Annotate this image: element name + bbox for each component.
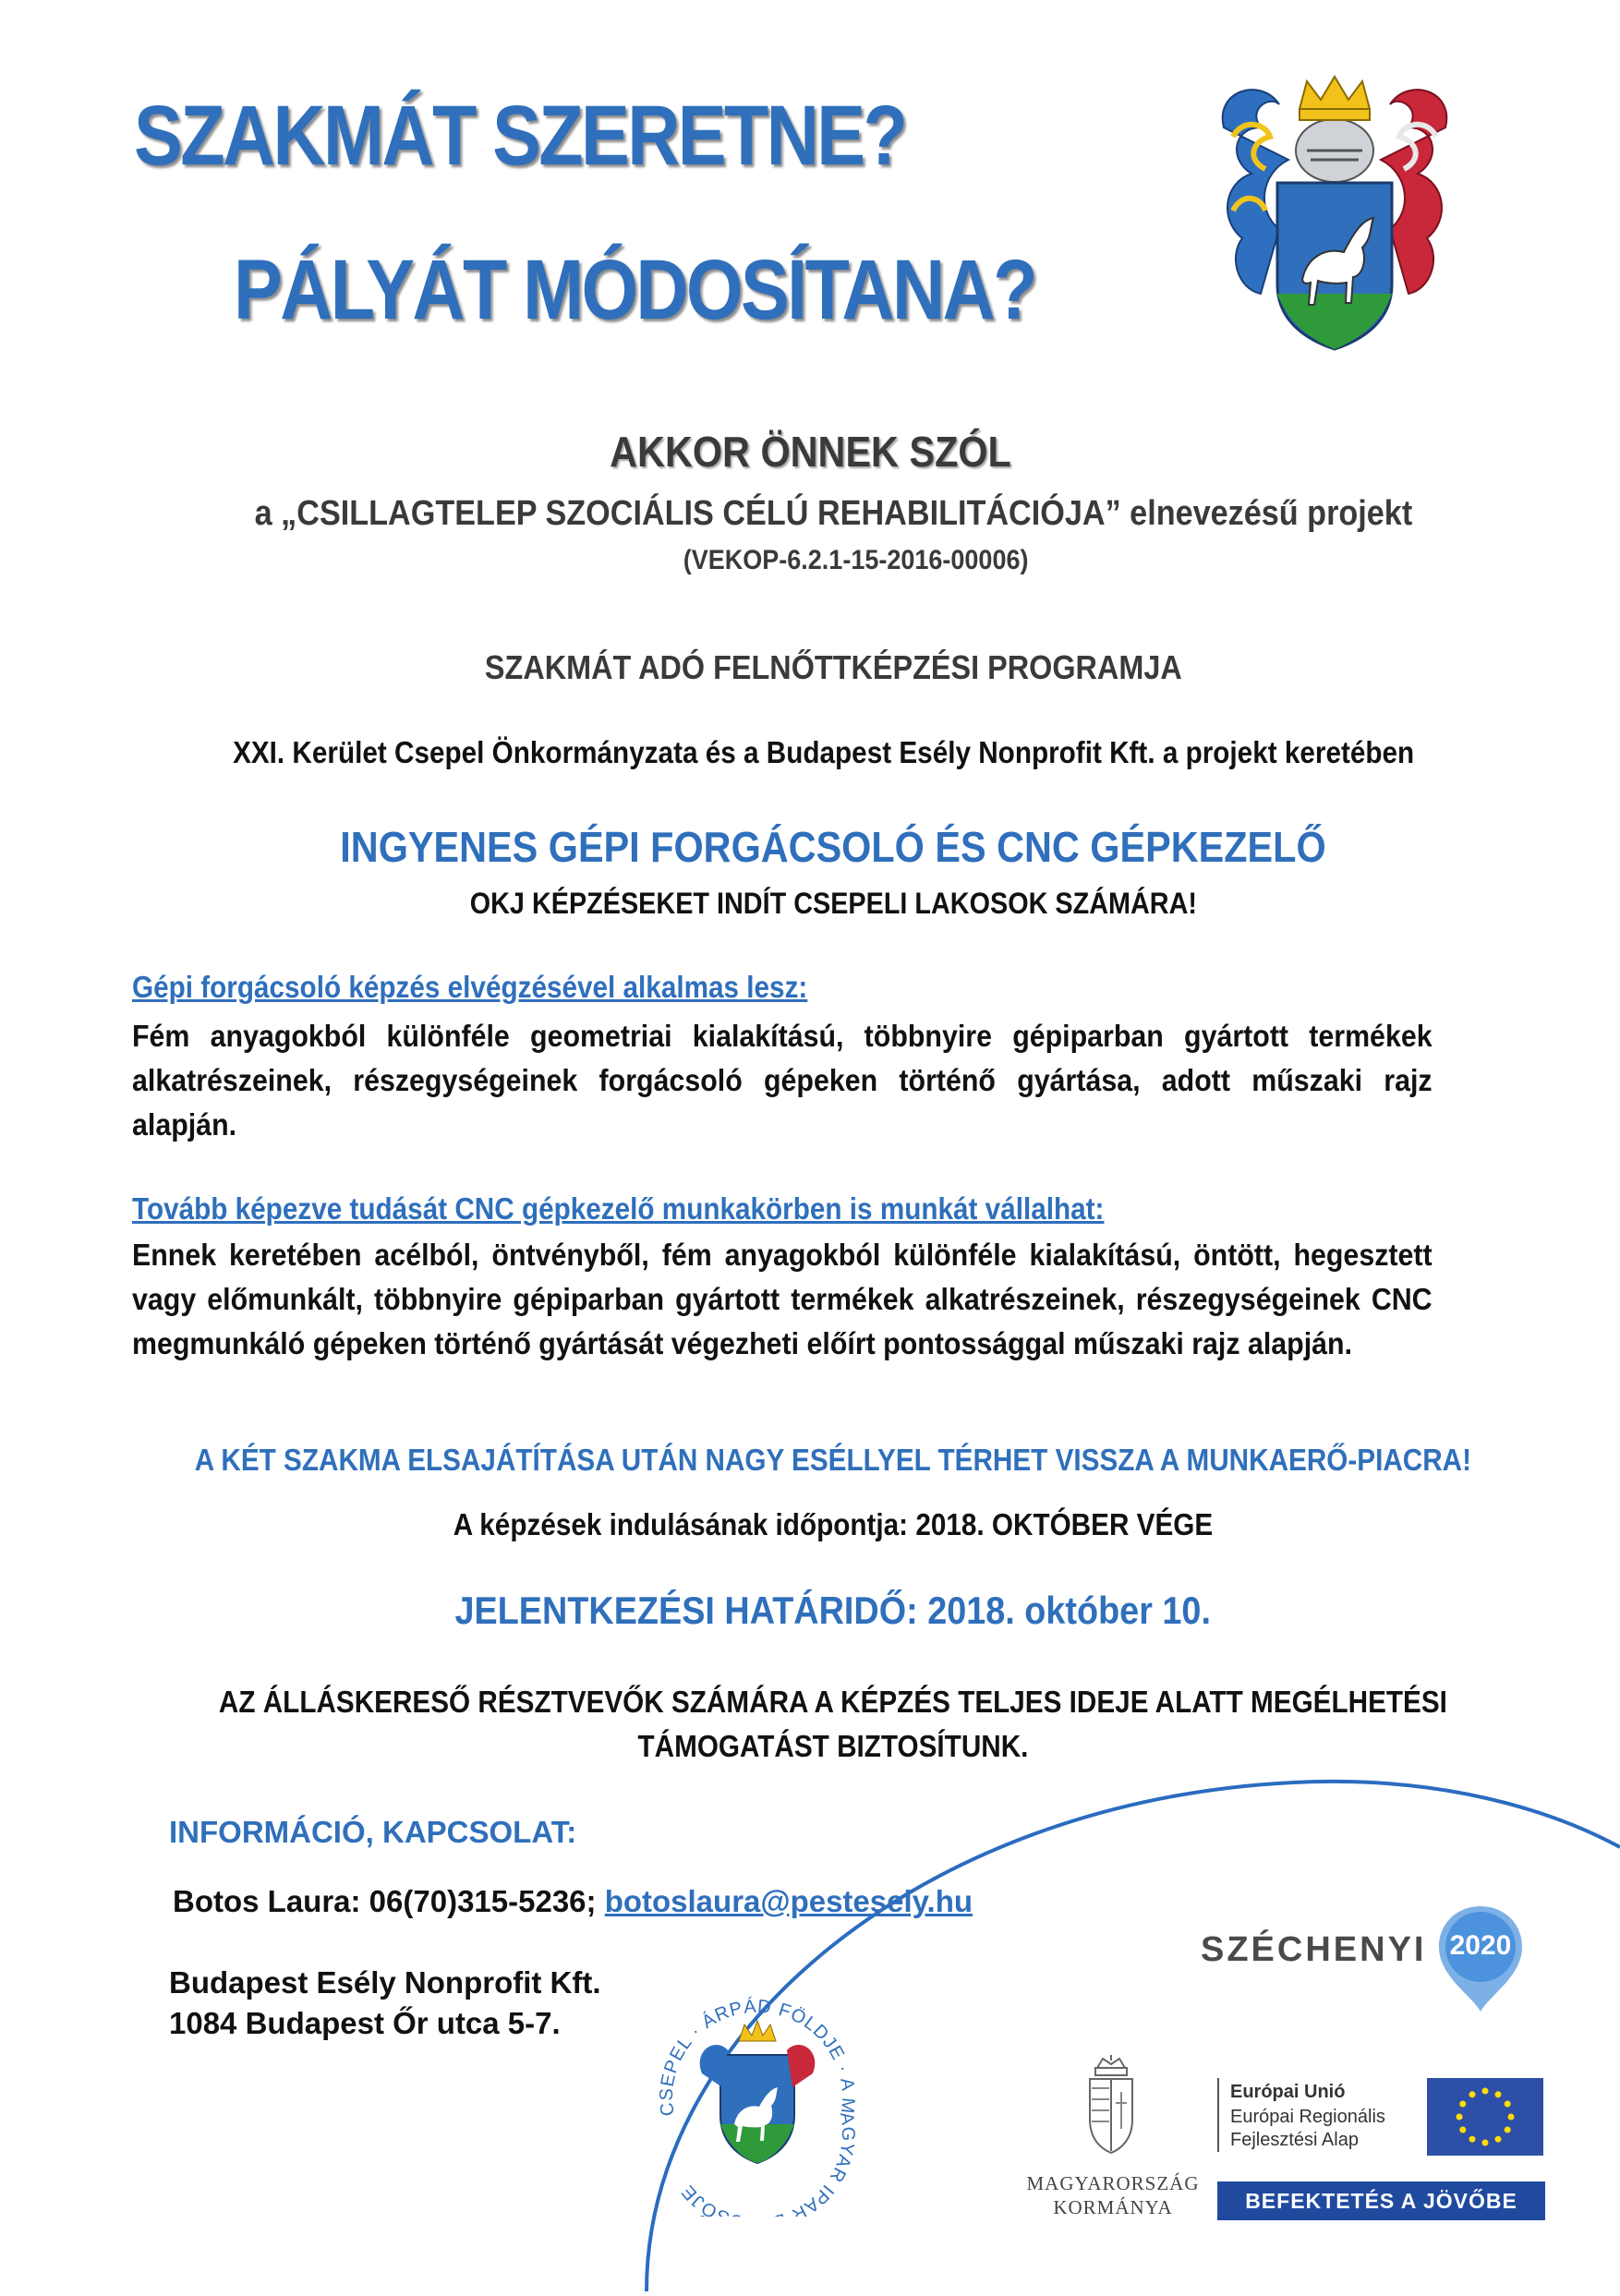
course-subtitle-text: OKJ KÉPZÉSEKET INDÍT CSEPELI LAKOSOK SZÁMÁRA! — [469, 887, 1197, 920]
section1-text: Fém anyagokból különféle geometriai kialakítású, többnyire gépiparban gyártott termékek alkatrészeinek, részegységeinek forgácsoló gépeken történő gyártása, adott műszaki rajz alapján. — [132, 1019, 1433, 1142]
contact-org: Budapest Esély Nonprofit Kft. — [169, 1965, 601, 2000]
contact-address: 1084 Budapest Őr utca 5-7. — [169, 2006, 561, 2040]
eu-line-1: Európai Unió — [1230, 2082, 1346, 2102]
contact-person: Botos Laura: 06(70)315-5236; — [173, 1884, 597, 1918]
section2-heading — [132, 1191, 1212, 1227]
headline-line-2: PÁLYÁT MÓDOSÍTANA? — [234, 243, 1035, 337]
csepel-coat-of-arms — [1215, 72, 1455, 354]
return-line — [0, 1443, 1620, 1478]
organizers-line — [0, 735, 1620, 770]
eu-stars — [1427, 2078, 1543, 2156]
headline-line-1: SZAKMÁT SZERETNE? — [134, 89, 906, 183]
akkor-text: AKKOR ÖNNEK SZÓL — [609, 428, 1011, 476]
support-line-1 — [0, 1685, 1620, 1720]
gov-line-2: KORMÁNYA — [1053, 2196, 1173, 2218]
csepel-badge-logo — [647, 1986, 868, 2217]
support-line-2-text: TÁMOGATÁST BIZTOSÍTUNK. — [637, 1729, 1029, 1763]
eu-line-3: Fejlesztési Alap — [1230, 2130, 1359, 2150]
szechenyi-2020-logo — [1201, 1903, 1570, 2032]
course-subtitle — [0, 887, 1620, 921]
eu-line-2: Európai Regionális — [1230, 2107, 1385, 2127]
deadline-text: JELENTKEZÉSI HATÁRIDŐ: 2018. október 10. — [454, 1589, 1212, 1632]
contact-email-link[interactable]: botoslaura@pestesely.hu — [604, 1884, 973, 1918]
section1-heading-text: Gépi forgácsoló képzés elvégzésével alkalmas lesz: — [132, 970, 808, 1004]
project-line — [0, 494, 1620, 534]
return-line-text: A KÉT SZAKMA ELSAJÁTÍTÁSA UTÁN NAGY ESÉLLYEL TÉRHET VISSZA A MUNKAERŐ-PIACRA! — [194, 1443, 1472, 1477]
eu-flag-icon — [1427, 2078, 1543, 2156]
section2-text: Ennek keretében acélból, öntvényből, fém anyagokból különféle kialakítású, öntött, hegesztett vagy előmunkált, többnyire gépiparban gyártott termékek alkatrészeinek, részegységeinek CNC megmunkáló gépeken történő gyártását végezheti előírt pontossággal műszaki rajz alapján. — [132, 1238, 1433, 1360]
badge-ring-text: CSEPEL · ÁRPÁD FÖLDJE · A MAGYAR IPAR SŐJE — [656, 1996, 859, 2217]
szechenyi-year: 2020 — [1449, 1930, 1512, 1961]
support-line-2 — [0, 1729, 1620, 1764]
eu-banner — [1217, 2181, 1545, 2220]
organizers-text: XXI. Kerület Csepel Önkormányzata és a Budapest Esély Nonprofit Kft. a projekt keretében — [233, 735, 1415, 769]
course-title — [0, 822, 1620, 872]
contact-line — [173, 1884, 973, 1919]
course-title-text: INGYENES GÉPI FORGÁCSOLÓ ÉS CNC GÉPKEZELŐ — [340, 823, 1326, 871]
project-code-text: (VEKOP-6.2.1-15-2016-00006) — [683, 545, 1029, 575]
program-heading — [0, 648, 1620, 687]
section2-heading-text: Tovább képezve tudását CNC gépkezelő munkakörben is munkát vállalhat: — [132, 1191, 1105, 1226]
eu-banner-text: BEFEKTETÉS A JÖVŐBE — [1245, 2188, 1517, 2213]
section1-heading — [132, 970, 883, 1005]
eu-divider — [1217, 2078, 1219, 2152]
project-code — [0, 545, 1620, 576]
start-date — [0, 1507, 1620, 1542]
support-line-1-text: AZ ÁLLÁSKERESŐ RÉSZTVEVŐK SZÁMÁRA A KÉPZÉS TELJES IDEJE ALATT MEGÉLHETÉSI — [218, 1685, 1448, 1719]
szechenyi-word: SZÉCHENYI — [1201, 1930, 1427, 1969]
start-date-text: A képzések indulásának időpontja: 2018. OKTÓBER VÉGE — [453, 1507, 1214, 1541]
akkor-heading — [0, 427, 1620, 477]
gov-line-1: MAGYARORSZÁG — [1026, 2172, 1200, 2194]
program-heading-text: SZAKMÁT ADÓ FELNŐTTKÉPZÉSI PROGRAMJA — [484, 648, 1182, 686]
hungarian-gov-crest-icon — [1079, 2055, 1143, 2157]
deadline — [0, 1589, 1620, 1633]
contact-heading: INFORMÁCIÓ, KAPCSOLAT: — [169, 1815, 577, 1849]
project-line-text: a „CSILLAGTELEP SZOCIÁLIS CÉLÚ REHABILITÁCIÓJA” elnevezésű projekt — [254, 494, 1412, 533]
